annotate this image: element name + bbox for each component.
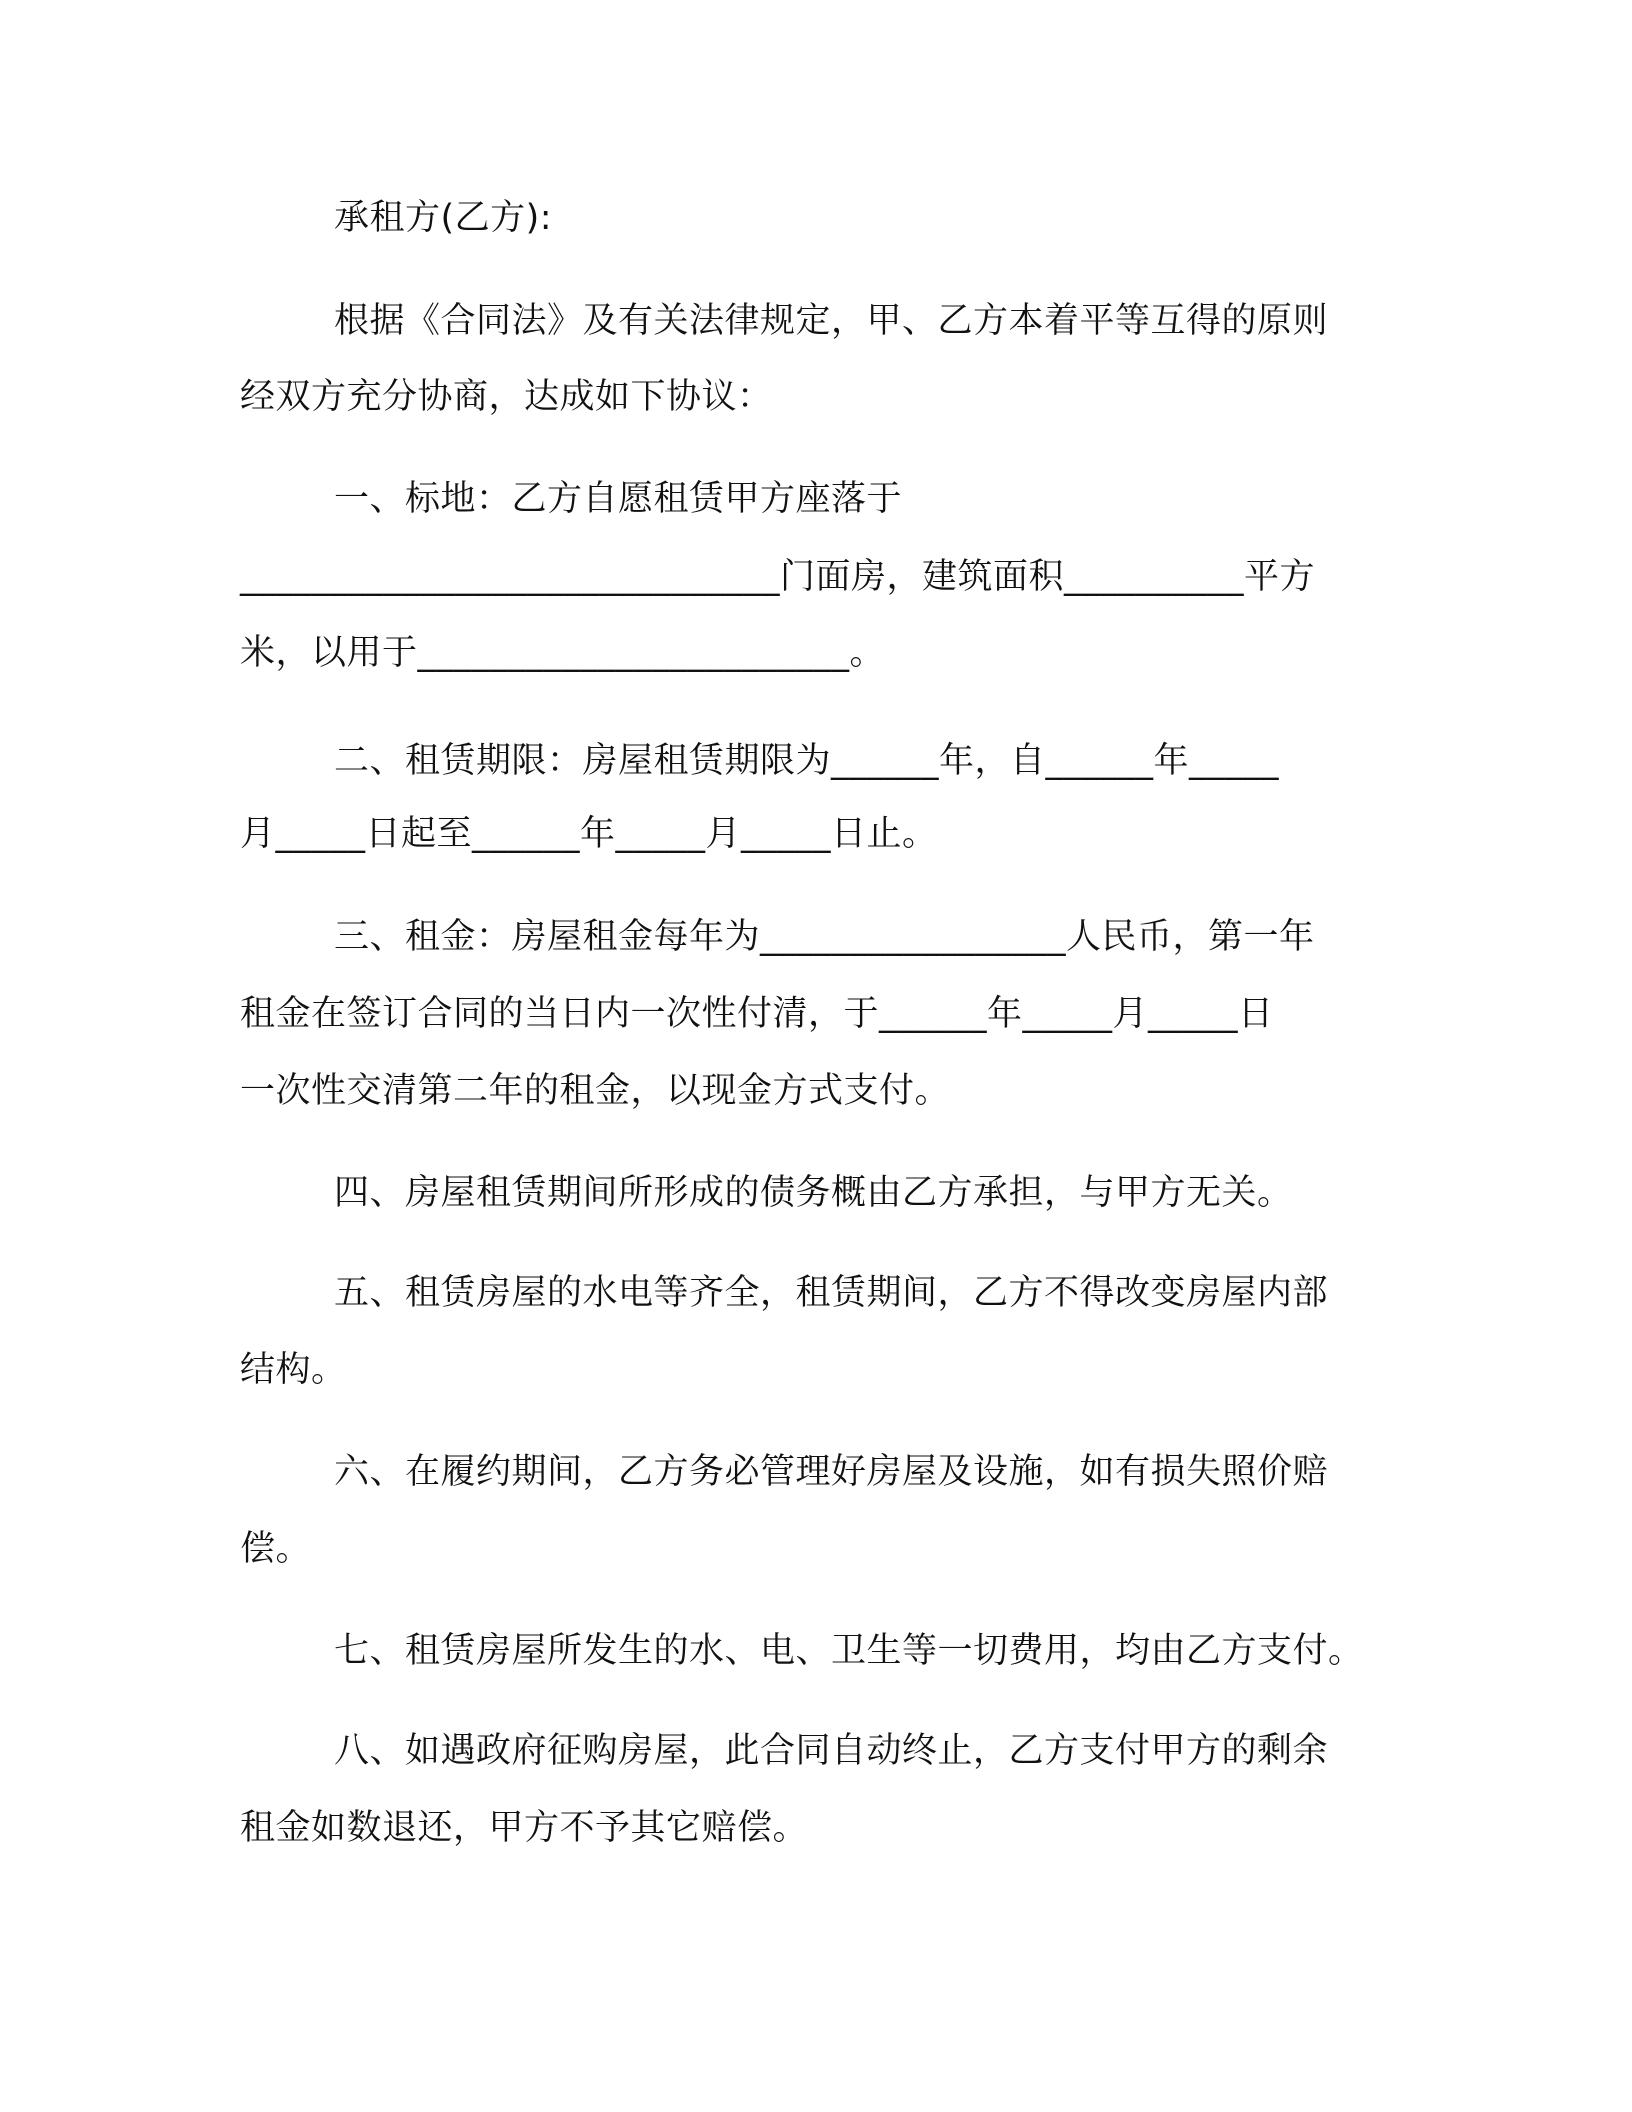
clause-3-line-2: 租金在签订合同的当日内一次性付清，于______年_____月_____日 [240, 994, 1274, 1034]
clause-2-line-2: 月_____日起至______年_____月_____日止。 [240, 814, 938, 854]
clause-8-line-1: 八、如遇政府征购房屋，此合同自动终止，乙方支付甲方的剩余 [334, 1731, 1329, 1771]
clause-4-line-1: 四、房屋租赁期间所形成的债务概由乙方承担，与甲方无关。 [334, 1173, 1293, 1213]
clause-1-line-3: 米，以用于________________________。 [240, 633, 886, 673]
clause-5-line-2: 结构。 [240, 1350, 347, 1390]
clause-5-line-1: 五、租赁房屋的水电等齐全，租赁期间，乙方不得改变房屋内部 [334, 1273, 1329, 1313]
intro-line-1: 根据《合同法》及有关法律规定，甲、乙方本着平等互得的原则 [334, 301, 1329, 341]
clause-7-line-1: 七、租赁房屋所发生的水、电、卫生等一切费用，均由乙方支付。 [334, 1631, 1364, 1671]
clause-6-line-2: 偿。 [240, 1529, 312, 1569]
clause-1-line-1: 一、标地：乙方自愿租赁甲方座落于 [334, 479, 903, 519]
clause-8-line-2: 租金如数退还，甲方不予其它赔偿。 [240, 1808, 809, 1848]
clause-3-line-3: 一次性交清第二年的租金，以现金方式支付。 [240, 1071, 951, 1111]
clause-3-line-1: 三、租金：房屋租金每年为_________________人民币，第一年 [334, 917, 1315, 957]
intro-line-2: 经双方充分协商，达成如下协议： [240, 377, 773, 417]
clause-6-line-1: 六、在履约期间，乙方务必管理好房屋及设施，如有损失照价赔 [334, 1452, 1329, 1492]
clause-2-line-1: 二、租赁期限：房屋租赁期限为______年，自______年_____ [334, 741, 1280, 781]
clause-1-line-2: ______________________________门面房，建筑面积__________平方 [240, 557, 1316, 597]
lessee-heading: 承租方(乙方): [334, 198, 553, 238]
